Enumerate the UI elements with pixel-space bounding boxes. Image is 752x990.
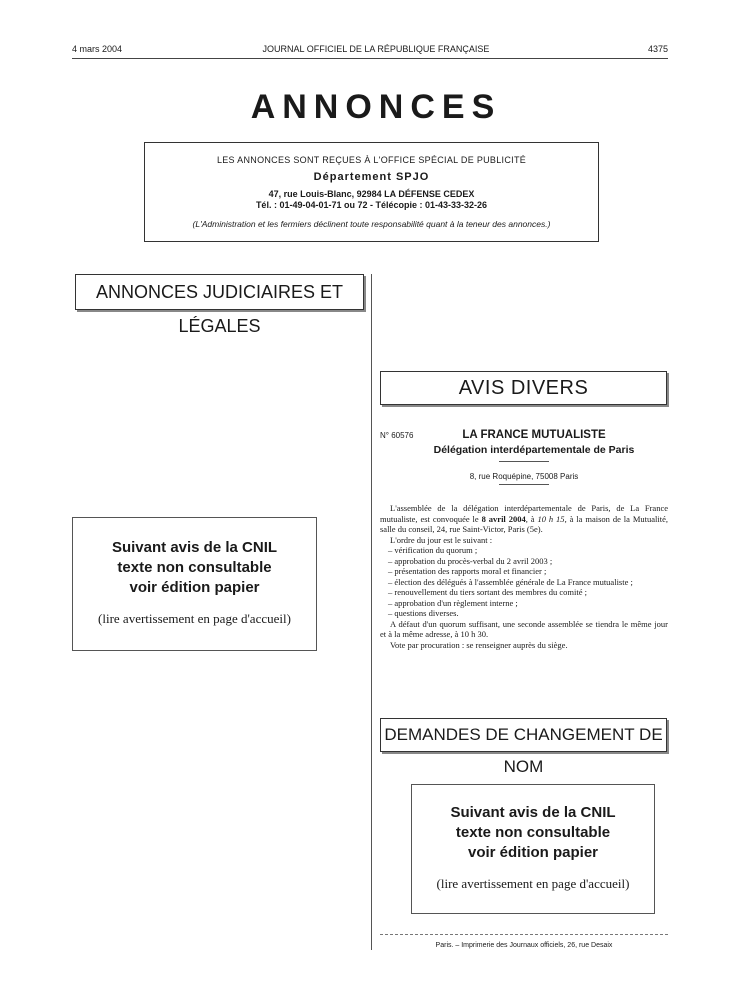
meeting-date: 8 avril 2004 [481,513,526,524]
notice-rule [499,484,549,485]
notice-60576 [380,428,668,650]
meeting-time: 10 h 15 [537,513,565,524]
notice-rule [499,461,549,462]
info-box-phone: Tél. : 01-49-04-01-71 ou 72 - Télécopie : 01-43-33-32-26 [255,200,488,210]
cnil-line-3: voir édition papier [129,579,260,596]
cnil-line-4: (lire avertissement en page d'accueil) [98,611,291,626]
notice-number: N° 60576 [380,431,414,440]
cnil-line-1: Suivant avis de la CNIL [111,539,278,556]
notice-intro [380,503,668,535]
notice-address: 8, rue Roquépine, 75008 Paris [469,472,579,481]
cnil-line-3: voir édition papier [467,844,599,861]
journal-name: JOURNAL OFFICIEL DE LA RÉPUBLIQUE FRANÇAISE [262,44,490,54]
section-heading-judiciaires: ANNONCES JUDICIAIRES ET LÉGALES [75,274,364,310]
agenda-item: – élection des délégués à l'assemblée générale de La France mutualiste ; [388,576,633,587]
intro-text: , à la maison de la Mutualité, salle du conseil, 24, rue Saint-Victor, Paris (5e). [380,513,669,534]
agenda-list [380,545,668,619]
page-title: ANNONCES [250,88,502,126]
page-date: 4 mars 2004 [72,44,123,54]
section-heading-changement-nom: DEMANDES DE CHANGEMENT DE NOM [380,718,667,752]
agenda-item: – présentation des rapports moral et financier ; [388,566,547,576]
header-rule [72,58,668,59]
agenda-item: – approbation du procès-verbal du 2 avril 2003 ; [388,555,553,566]
agenda-item: – approbation d'un règlement interne ; [388,597,518,608]
cnil-notice-left [72,517,317,651]
quorum-paragraph: A défaut d'un quorum suffisant, une seconde assemblée se tiendra le même jour et à la même adresse, à 10 h 30. [380,618,668,639]
agenda-intro: L'ordre du jour est le suivant : [390,534,493,545]
agenda-item: – vérification du quorum ; [388,545,478,555]
page-number: 4375 [647,44,668,54]
cnil-notice-right [411,784,655,914]
intro-text: , à [525,513,538,524]
info-box-disclaimer: (L'Administration et les fermiers déclinent toute responsabilité quant à la teneur des annonces.) [192,219,551,229]
printer-footer: Paris. – Imprimerie des Journaux officiels, 26, rue Desaix [435,942,613,949]
section-heading-avis-divers: AVIS DIVERS [380,371,667,405]
notice-delegation: Délégation interdépartementale de Paris [433,444,635,456]
info-box [144,142,599,242]
info-box-department: Département SPJO [313,171,430,183]
column-divider [371,274,372,950]
notice-organization: LA FRANCE MUTUALISTE [462,429,606,441]
info-box-address: 47, rue Louis-Blanc, 92984 LA DÉFENSE CEDEX [268,189,475,199]
info-box-intro: LES ANNONCES SONT REÇUES À L'OFFICE SPÉCIAL DE PUBLICITÉ [216,155,527,165]
intro-text: L'assemblée de la délégation interdépartementale de Paris, de La France mutualiste, est convoquée le [380,503,668,524]
proxy-paragraph: Vote par procuration : se renseigner auprès du siège. [390,639,568,650]
cnil-line-1: Suivant avis de la CNIL [450,804,616,821]
agenda-item: – renouvellement du tiers sortant des membres du comité ; [388,587,587,597]
agenda-item: – questions diverses. [388,608,459,618]
cnil-line-2: texte non consultable [117,559,272,576]
cnil-line-2: texte non consultable [455,824,611,841]
notice-body [380,503,668,650]
cnil-line-4: (lire avertissement en page d'accueil) [436,876,630,891]
footer-rule [380,934,668,935]
